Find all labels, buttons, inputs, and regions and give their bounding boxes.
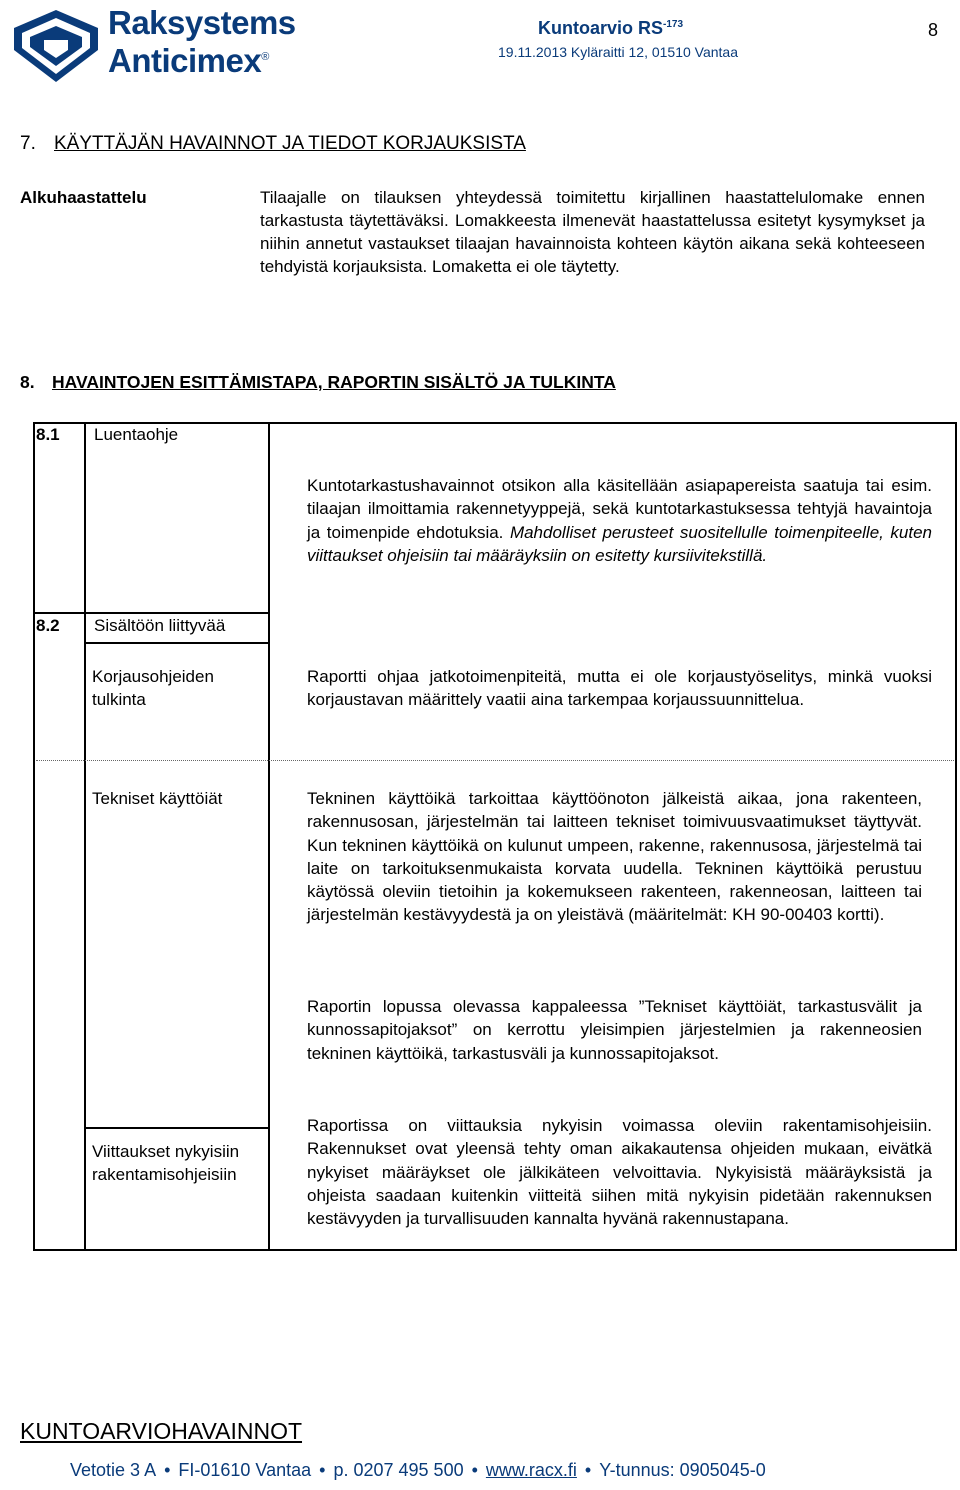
footer-separator: • [584, 1460, 592, 1480]
report-subtitle: 19.11.2013 Kyläraitti 12, 01510 Vantaa [498, 44, 738, 60]
logo-text-anticimex: Anticimex® [108, 42, 269, 79]
report-title: Kuntoarvio $RS^{-173}$ [538, 18, 684, 38]
row-label-tekniset-kayttoiat: Tekniset käyttöiät [92, 789, 223, 808]
table-num-divider-8-1 [84, 422, 86, 617]
logo-text-raksystems: Raksystems [108, 4, 296, 41]
row-text-tekniset-kayttoiat-2: Raportin lopussa olevassa kappaleessa ”Tekniset käyttöiät, tarkastusvälit ja kunnossapitojaksot” on kerrottu yleisimpien järjestelmien ja rakenneosien tekninen käyttöikä, tarkastusväli ja kunnossapitojaksot. [307, 997, 922, 1063]
alkuhaastattelu-text: Tilaajalle on tilauksen yhteydessä toimitettu kirjallinen haastattelulomake ennen tarkastusta täytettäväksi. Lomakkeesta ilmenevät haastattelussa esitetyt kysymykset ja niihin annetut vastaukset tilaajan havainnoista kohteen käytön aikana sekä kohteeseen tehdyistä korjauksista. Lomaketta ei ole täytetty. [260, 188, 925, 276]
luentaohje-italic-text: Mahdolliset perusteet suositellulle toimenpiteelle, kuten viittaukset ohjeisiin tai määräyksiin on esitetty kursiivitekstillä. [307, 522, 932, 565]
row-label-viittaukset: Viittaukset nykyisiin rakentamisohjeisiin [92, 1142, 240, 1185]
anticimex-shield-icon [6, 6, 106, 86]
section-8-1-heading: 8.1 Luentaohje [36, 425, 179, 444]
footer-phone: p. 0207 495 500 [333, 1460, 464, 1480]
row-text-viittaukset: Raportissa on viittauksia nykyisin voimassa oleviin rakentamisohjeisiin. Rakennukset ovat yleensä tehty oman aikakautensa ohjeiden mukaan, eivätkä nykyiset määräykset ole jälkikäteen velvoittavia. Nykyisistä määräyksistä ja ohjeista saadaan kuitenkin viitteitä siihen mitä nykyisin pidetään rakennuksen kestävyyden ja turvallisuuden kannalta hyvänä rakennustapana. [307, 1116, 932, 1229]
row-text-korjausohjeiden-tulkinta: Raportti ohjaa jatkotoimenpiteitä, mutta ei ole korjaustyöselitys, minkä vuoksi korjaustavan määrittely vaatii aina tarkempaa korjaussuunnittelua. [307, 667, 932, 710]
footer-contact-bar [70, 1460, 766, 1481]
row-label-korjausohjeiden-tulkinta: Korjausohjeiden tulkinta [92, 667, 214, 710]
table-divider-8-2 [33, 612, 268, 614]
page-number: 8 [928, 20, 939, 40]
footer-separator: • [164, 1460, 171, 1480]
table-dotted-divider [36, 760, 954, 761]
footer-website-link[interactable]: www.racx.fi [485, 1460, 577, 1480]
footer-title: KUNTOARVIOHAVAINNOT [20, 1418, 303, 1444]
table-row-divider-1 [84, 642, 268, 644]
section-8-2-heading: 8.2 Sisältöön liittyvää [36, 616, 226, 635]
footer-postal: FI-01610 Vantaa [178, 1460, 312, 1480]
section-8-heading: 8. HAVAINTOJEN ESITTÄMISTAPA, RAPORTIN SISÄLTÖ JA TULKINTA [20, 372, 616, 392]
footer-separator: • [319, 1460, 326, 1480]
footer-address: Vetotie 3 A [70, 1460, 157, 1480]
row-text-tekniset-kayttoiat: Tekninen käyttöikä tarkoittaa käyttöönoton jälkeistä aikaa, jona rakenteen, rakennusosan, järjestelmän tai laitteen tekniset toimivuusvaatimukset täyttyvät. Kun tekninen käyttöikä on kulunut umpeen, rakenne, rakennusosa, järjestelmä tai laite on tarkoituksenmukaista korvata uudella. Tekninen käyttöikä perustuu käytössä oleviin tietoihin ja kokemukseen rakenteen, rakenneosan, laitteen tai järjestelmän kestävyydestä ja on yleistävä (määritelmät: KH 90-00403 kortti). [307, 789, 922, 925]
luentaohje-text: Kuntotarkastushavainnot otsikon alla käsitellään asiapapereista saatuja tai esim. tilaajan ilmoittamia rakennetyyppejä, sekä kuntotarkastuksessa tehtyjä havaintoja ja toimenpide ehdotuksia. Mahdolliset perusteet suositellulle toimenpiteelle, kuten viittaukset ohjeisiin tai määräyksiin on esitetty kursiivitekstillä. [307, 476, 932, 565]
footer-business-id: Y-tunnus: 0905045-0 [599, 1460, 766, 1480]
table-num-divider-8-2 [84, 612, 86, 1251]
footer-separator: • [471, 1460, 478, 1480]
alkuhaastattelu-label: Alkuhaastattelu [20, 188, 147, 207]
table-column-divider [268, 422, 270, 1251]
section-7-heading: 7. KÄYTTÄJÄN HAVAINNOT JA TIEDOT KORJAUKSISTA [20, 133, 526, 154]
table-row-divider-2 [84, 1127, 268, 1129]
